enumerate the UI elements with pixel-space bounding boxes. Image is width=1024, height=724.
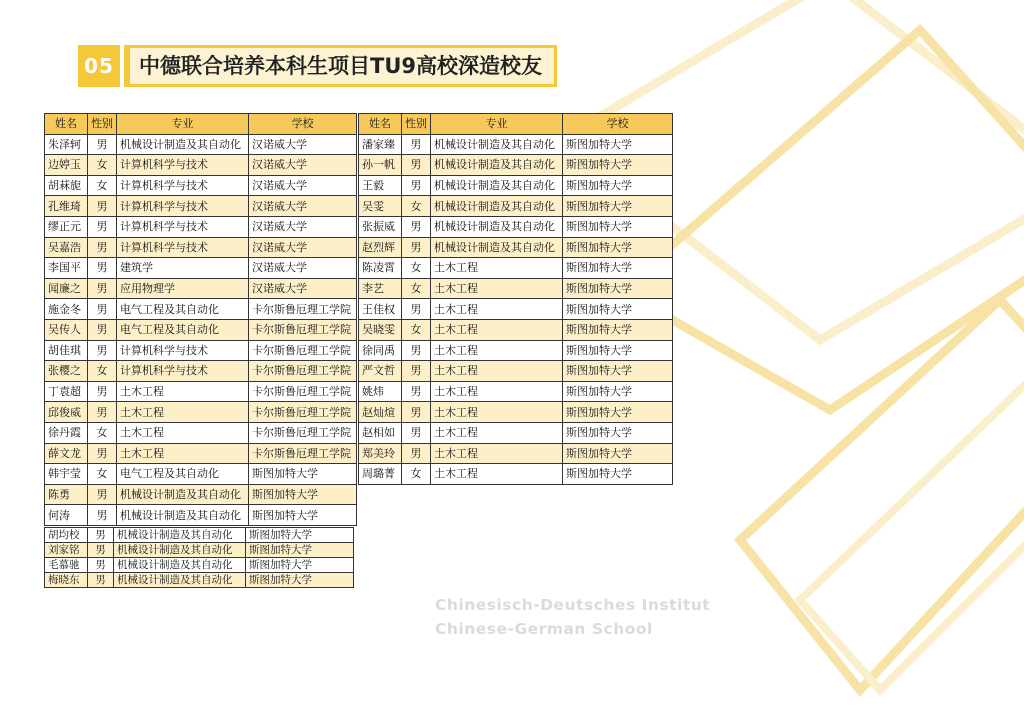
cell-major: 计算机科学与技术 bbox=[117, 237, 249, 258]
cell-school: 斯图加特大学 bbox=[563, 155, 673, 176]
cell-name: 缪正元 bbox=[45, 216, 88, 237]
cell-gender: 男 bbox=[88, 196, 117, 217]
table-row bbox=[45, 155, 357, 176]
cell-gender: 女 bbox=[88, 422, 117, 443]
cell-name: 赵相如 bbox=[359, 422, 402, 443]
alumni-table-left bbox=[44, 113, 357, 526]
table-row bbox=[45, 196, 357, 217]
column-header-school: 学校 bbox=[563, 114, 673, 135]
column-header-major: 专业 bbox=[431, 114, 563, 135]
cell-major: 机械设计制造及其自动化 bbox=[114, 558, 246, 573]
cell-name: 姚炜 bbox=[359, 381, 402, 402]
table-row bbox=[359, 402, 673, 423]
cell-name: 胡菻旎 bbox=[45, 175, 88, 196]
cell-school: 斯图加特大学 bbox=[246, 528, 354, 543]
cell-gender: 女 bbox=[402, 258, 431, 279]
table-row bbox=[359, 196, 673, 217]
cell-gender: 男 bbox=[88, 484, 117, 505]
cell-school: 汉诺威大学 bbox=[249, 134, 357, 155]
cell-school: 斯图加特大学 bbox=[563, 402, 673, 423]
cell-gender: 男 bbox=[88, 573, 114, 588]
table-header-row bbox=[359, 114, 673, 135]
table-row bbox=[359, 361, 673, 382]
cell-gender: 男 bbox=[88, 237, 117, 258]
cell-major: 土木工程 bbox=[431, 299, 563, 320]
cell-gender: 女 bbox=[402, 464, 431, 485]
cell-gender: 女 bbox=[402, 278, 431, 299]
cell-school: 斯图加特大学 bbox=[246, 558, 354, 573]
cell-name: 刘家铭 bbox=[45, 543, 88, 558]
table-row bbox=[359, 319, 673, 340]
table-row bbox=[359, 155, 673, 176]
cell-school: 斯图加特大学 bbox=[563, 258, 673, 279]
cell-gender: 男 bbox=[402, 175, 431, 196]
cell-name: 胡均校 bbox=[45, 528, 88, 543]
cell-gender: 男 bbox=[88, 258, 117, 279]
cell-gender: 男 bbox=[88, 299, 117, 320]
table-row bbox=[359, 216, 673, 237]
cell-gender: 女 bbox=[88, 175, 117, 196]
column-header-gender: 性别 bbox=[402, 114, 431, 135]
cell-name: 何涛 bbox=[45, 505, 88, 526]
table-header-row bbox=[45, 114, 357, 135]
table-row bbox=[45, 381, 357, 402]
cell-gender: 男 bbox=[88, 216, 117, 237]
cell-gender: 女 bbox=[88, 155, 117, 176]
watermark-line-2: Chinese-German School bbox=[435, 620, 653, 638]
table-row bbox=[359, 134, 673, 155]
cell-name: 徐同禹 bbox=[359, 340, 402, 361]
cell-name: 陈勇 bbox=[45, 484, 88, 505]
cell-name: 丁袁超 bbox=[45, 381, 88, 402]
cell-school: 斯图加特大学 bbox=[249, 484, 357, 505]
table-row bbox=[45, 340, 357, 361]
cell-name: 赵烈辉 bbox=[359, 237, 402, 258]
cell-name: 邱俊威 bbox=[45, 402, 88, 423]
cell-major: 机械设计制造及其自动化 bbox=[431, 175, 563, 196]
cell-major: 计算机科学与技术 bbox=[117, 196, 249, 217]
table-row bbox=[45, 543, 354, 558]
cell-major: 土木工程 bbox=[431, 464, 563, 485]
cell-gender: 男 bbox=[88, 134, 117, 155]
table-row bbox=[359, 422, 673, 443]
cell-major: 土木工程 bbox=[431, 258, 563, 279]
cell-major: 土木工程 bbox=[117, 402, 249, 423]
cell-school: 汉诺威大学 bbox=[249, 216, 357, 237]
cell-gender: 男 bbox=[402, 340, 431, 361]
column-header-name: 姓名 bbox=[45, 114, 88, 135]
cell-gender: 女 bbox=[402, 319, 431, 340]
cell-major: 机械设计制造及其自动化 bbox=[117, 484, 249, 505]
cell-school: 斯图加特大学 bbox=[249, 505, 357, 526]
cell-major: 计算机科学与技术 bbox=[117, 216, 249, 237]
cell-gender: 男 bbox=[402, 361, 431, 382]
cell-school: 斯图加特大学 bbox=[246, 543, 354, 558]
cell-major: 土木工程 bbox=[431, 361, 563, 382]
cell-major: 机械设计制造及其自动化 bbox=[431, 237, 563, 258]
table-row bbox=[359, 464, 673, 485]
cell-school: 斯图加特大学 bbox=[246, 573, 354, 588]
cell-name: 王佳权 bbox=[359, 299, 402, 320]
cell-major: 土木工程 bbox=[117, 443, 249, 464]
cell-name: 吴雯 bbox=[359, 196, 402, 217]
column-header-major: 专业 bbox=[117, 114, 249, 135]
cell-major: 机械设计制造及其自动化 bbox=[117, 134, 249, 155]
cell-school: 斯图加特大学 bbox=[563, 443, 673, 464]
cell-gender: 男 bbox=[402, 134, 431, 155]
table-row bbox=[45, 237, 357, 258]
cell-name: 施金冬 bbox=[45, 299, 88, 320]
cell-major: 机械设计制造及其自动化 bbox=[114, 528, 246, 543]
cell-major: 计算机科学与技术 bbox=[117, 340, 249, 361]
cell-school: 斯图加特大学 bbox=[563, 175, 673, 196]
cell-school: 斯图加特大学 bbox=[563, 299, 673, 320]
cell-name: 严文哲 bbox=[359, 361, 402, 382]
table-row bbox=[359, 443, 673, 464]
cell-school: 汉诺威大学 bbox=[249, 258, 357, 279]
cell-name: 孔维琦 bbox=[45, 196, 88, 217]
cell-school: 汉诺威大学 bbox=[249, 175, 357, 196]
cell-name: 薛文龙 bbox=[45, 443, 88, 464]
cell-school: 卡尔斯鲁厄理工学院 bbox=[249, 422, 357, 443]
alumni-table-right bbox=[358, 113, 673, 485]
cell-school: 斯图加特大学 bbox=[563, 216, 673, 237]
cell-major: 机械设计制造及其自动化 bbox=[431, 196, 563, 217]
table-row bbox=[45, 402, 357, 423]
cell-major: 土木工程 bbox=[431, 340, 563, 361]
cell-major: 电气工程及其自动化 bbox=[117, 464, 249, 485]
cell-major: 机械设计制造及其自动化 bbox=[431, 134, 563, 155]
cell-major: 土木工程 bbox=[117, 422, 249, 443]
cell-school: 斯图加特大学 bbox=[563, 340, 673, 361]
cell-major: 土木工程 bbox=[431, 402, 563, 423]
table-row bbox=[45, 258, 357, 279]
cell-name: 张樱之 bbox=[45, 361, 88, 382]
cell-gender: 男 bbox=[88, 443, 117, 464]
cell-major: 机械设计制造及其自动化 bbox=[431, 155, 563, 176]
cell-name: 毛慕驰 bbox=[45, 558, 88, 573]
cell-gender: 男 bbox=[88, 528, 114, 543]
cell-name: 徐丹霞 bbox=[45, 422, 88, 443]
table-row bbox=[45, 422, 357, 443]
table-row bbox=[45, 134, 357, 155]
table-row bbox=[45, 558, 354, 573]
cell-school: 斯图加特大学 bbox=[563, 464, 673, 485]
table-row bbox=[45, 464, 357, 485]
cell-name: 韩宇莹 bbox=[45, 464, 88, 485]
cell-name: 朱泽轲 bbox=[45, 134, 88, 155]
cell-name: 吴传人 bbox=[45, 319, 88, 340]
cell-gender: 男 bbox=[88, 543, 114, 558]
cell-school: 汉诺威大学 bbox=[249, 278, 357, 299]
cell-school: 卡尔斯鲁厄理工学院 bbox=[249, 340, 357, 361]
cell-gender: 男 bbox=[88, 340, 117, 361]
cell-school: 斯图加特大学 bbox=[563, 361, 673, 382]
cell-gender: 男 bbox=[88, 319, 117, 340]
cell-school: 汉诺威大学 bbox=[249, 196, 357, 217]
cell-school: 斯图加特大学 bbox=[563, 381, 673, 402]
cell-school: 卡尔斯鲁厄理工学院 bbox=[249, 381, 357, 402]
table-row bbox=[45, 573, 354, 588]
cell-gender: 男 bbox=[88, 381, 117, 402]
table-row bbox=[45, 299, 357, 320]
cell-major: 应用物理学 bbox=[117, 278, 249, 299]
cell-school: 汉诺威大学 bbox=[249, 237, 357, 258]
cell-school: 斯图加特大学 bbox=[563, 237, 673, 258]
cell-major: 电气工程及其自动化 bbox=[117, 299, 249, 320]
table-row bbox=[359, 175, 673, 196]
cell-major: 计算机科学与技术 bbox=[117, 155, 249, 176]
table-row bbox=[45, 528, 354, 543]
cell-name: 孙一帆 bbox=[359, 155, 402, 176]
cell-major: 机械设计制造及其自动化 bbox=[117, 505, 249, 526]
cell-major: 机械设计制造及其自动化 bbox=[114, 573, 246, 588]
cell-major: 土木工程 bbox=[431, 278, 563, 299]
cell-name: 胡佳琪 bbox=[45, 340, 88, 361]
table-row bbox=[45, 175, 357, 196]
cell-major: 土木工程 bbox=[431, 381, 563, 402]
cell-major: 土木工程 bbox=[431, 319, 563, 340]
table-row bbox=[359, 278, 673, 299]
cell-gender: 男 bbox=[402, 216, 431, 237]
cell-school: 斯图加特大学 bbox=[563, 319, 673, 340]
table-row bbox=[45, 443, 357, 464]
cell-name: 李国平 bbox=[45, 258, 88, 279]
table-row bbox=[359, 299, 673, 320]
cell-gender: 男 bbox=[402, 422, 431, 443]
cell-gender: 男 bbox=[402, 299, 431, 320]
column-header-school: 学校 bbox=[249, 114, 357, 135]
table-row bbox=[359, 258, 673, 279]
alumni-table-left-compact bbox=[44, 527, 354, 588]
table-row bbox=[359, 381, 673, 402]
table-row bbox=[359, 237, 673, 258]
cell-name: 王毅 bbox=[359, 175, 402, 196]
cell-gender: 男 bbox=[402, 155, 431, 176]
cell-school: 斯图加特大学 bbox=[563, 278, 673, 299]
watermark-line-1: Chinesisch-Deutsches Institut bbox=[435, 596, 711, 614]
cell-school: 汉诺威大学 bbox=[249, 155, 357, 176]
cell-gender: 男 bbox=[402, 237, 431, 258]
cell-major: 计算机科学与技术 bbox=[117, 361, 249, 382]
cell-name: 郑美玲 bbox=[359, 443, 402, 464]
cell-school: 斯图加特大学 bbox=[563, 134, 673, 155]
cell-school: 卡尔斯鲁厄理工学院 bbox=[249, 319, 357, 340]
column-header-gender: 性别 bbox=[88, 114, 117, 135]
cell-school: 斯图加特大学 bbox=[249, 464, 357, 485]
cell-gender: 女 bbox=[402, 196, 431, 217]
table-row bbox=[45, 278, 357, 299]
cell-major: 土木工程 bbox=[117, 381, 249, 402]
cell-gender: 男 bbox=[88, 558, 114, 573]
cell-name: 吴晓雯 bbox=[359, 319, 402, 340]
table-row bbox=[45, 361, 357, 382]
cell-name: 赵灿煊 bbox=[359, 402, 402, 423]
cell-name: 李艺 bbox=[359, 278, 402, 299]
cell-name: 边婷玉 bbox=[45, 155, 88, 176]
cell-name: 陈凌霄 bbox=[359, 258, 402, 279]
cell-major: 建筑学 bbox=[117, 258, 249, 279]
cell-school: 斯图加特大学 bbox=[563, 422, 673, 443]
cell-name: 梅晓东 bbox=[45, 573, 88, 588]
cell-name: 周璐菁 bbox=[359, 464, 402, 485]
cell-gender: 男 bbox=[88, 402, 117, 423]
cell-gender: 男 bbox=[88, 505, 117, 526]
cell-school: 卡尔斯鲁厄理工学院 bbox=[249, 402, 357, 423]
cell-major: 电气工程及其自动化 bbox=[117, 319, 249, 340]
cell-major: 机械设计制造及其自动化 bbox=[431, 216, 563, 237]
column-header-name: 姓名 bbox=[359, 114, 402, 135]
cell-major: 土木工程 bbox=[431, 443, 563, 464]
cell-name: 吴嘉浩 bbox=[45, 237, 88, 258]
table-row bbox=[45, 484, 357, 505]
table-row bbox=[45, 216, 357, 237]
cell-major: 土木工程 bbox=[431, 422, 563, 443]
cell-gender: 女 bbox=[88, 361, 117, 382]
cell-major: 机械设计制造及其自动化 bbox=[114, 543, 246, 558]
cell-school: 斯图加特大学 bbox=[563, 196, 673, 217]
cell-school: 卡尔斯鲁厄理工学院 bbox=[249, 299, 357, 320]
cell-gender: 男 bbox=[402, 381, 431, 402]
cell-name: 张振威 bbox=[359, 216, 402, 237]
table-row bbox=[359, 340, 673, 361]
table-row bbox=[45, 319, 357, 340]
cell-school: 卡尔斯鲁厄理工学院 bbox=[249, 361, 357, 382]
cell-gender: 女 bbox=[88, 464, 117, 485]
cell-major: 计算机科学与技术 bbox=[117, 175, 249, 196]
table-row bbox=[45, 505, 357, 526]
section-title: 中德联合培养本科生项目TU9高校深造校友 bbox=[124, 45, 557, 87]
cell-gender: 男 bbox=[402, 402, 431, 423]
cell-gender: 男 bbox=[402, 443, 431, 464]
cell-name: 潘家臻 bbox=[359, 134, 402, 155]
cell-gender: 男 bbox=[88, 278, 117, 299]
section-number-badge: 05 bbox=[78, 45, 120, 87]
cell-school: 卡尔斯鲁厄理工学院 bbox=[249, 443, 357, 464]
cell-name: 闻廉之 bbox=[45, 278, 88, 299]
